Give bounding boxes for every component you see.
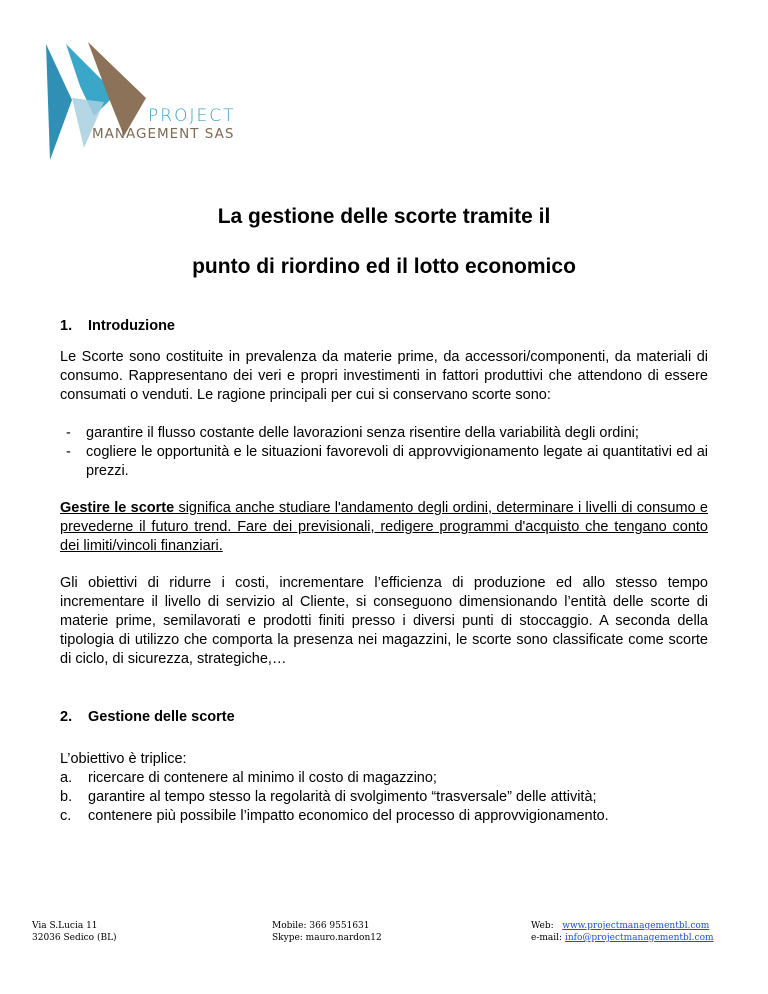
list-marker: c. <box>60 808 72 824</box>
bullet-text: cogliere le opportunità e le situazioni favorevoli di approvvigionamento legate ai quantitativi ed ai prezzi. <box>86 444 708 479</box>
section-1-paragraph-1: Le Scorte sono costituite in prevalenza da materie prime, da accessori/componenti, da materiali di consumo. Rappresentano dei veri e propri investimenti in fattori produttivi che attendono di essere consumati o venduti. Le ragione principali per cui si conservano scorte sono: <box>60 349 708 403</box>
list-marker: a. <box>60 770 73 786</box>
list-text: garantire al tempo stesso la regolarità di svolgimento “trasversale” delle attività; <box>88 789 597 805</box>
footer-email-label: e-mail: <box>531 933 563 943</box>
footer-skype: Skype: mauro.nardon12 <box>272 933 382 943</box>
bullet-text: garantire il flusso costante delle lavorazioni senza risentire della variabilità degli ordini; <box>86 425 639 441</box>
bullet-item: - cogliere le opportunità e le situazioni favorevoli di approvvigionamento legate ai quantitativi ed ai prezzi. <box>66 444 708 479</box>
footer-web-label: Web: <box>531 921 554 931</box>
section-2-intro: L’obiettivo è triplice: <box>60 751 187 767</box>
list-item <box>60 769 708 788</box>
section-1-paragraph-3: Gli obiettivi di ridurre i costi, incrementare l’efficienza di produzione ed allo stesso tempo incrementare il livello di servizio al Cliente, si conseguono dimensionando l’entità delle scorte di materie prime, semilavorati e prodotti finiti presso i diversi punti di stoccaggio. A seconda della tipologia di utilizzo che comporta la presenza nei magazzini, le scorte sono classificate come scorte di ciclo, di sicurezza, strategiche,… <box>60 575 708 667</box>
logo-sail-icon <box>44 40 274 165</box>
section-1-title: Introduzione <box>88 318 175 334</box>
page-title-line-2: punto di riordino ed il lotto economico <box>192 255 576 278</box>
list-text: contenere più possibile l’impatto economico del processo di approvvigionamento. <box>88 808 609 824</box>
footer-contacts <box>272 920 382 944</box>
email-link[interactable]: info@projectmanagementbl.com <box>564 933 714 943</box>
list-item <box>60 807 708 826</box>
logo-text-management: MANAGEMENT SAS <box>92 126 235 142</box>
section-1-heading <box>60 318 175 334</box>
bullet-item: - garantire il flusso costante delle lavorazioni senza risentire della variabilità degli ordini; <box>66 425 639 441</box>
website-link[interactable]: www.projectmanagementbl.com <box>562 921 710 931</box>
company-logo <box>44 40 274 165</box>
footer-mobile: Mobile: 366 9551631 <box>272 921 370 931</box>
logo-text-project: PROJECT <box>148 106 236 126</box>
list-marker: b. <box>60 789 73 805</box>
footer-address <box>32 920 117 944</box>
section-1-number: 1. <box>60 318 73 334</box>
footer-web <box>531 920 714 944</box>
paragraph-2-text: significa anche studiare l'andamento degli ordini, determinare i livelli di consumo e prevederne il futuro trend. Fare dei previsionali, redigere programmi d'acquisto che tengano conto dei limiti/vincoli finanziari. <box>60 500 708 554</box>
list-item <box>60 788 708 807</box>
footer-address-line-1: Via S.Lucia 11 <box>32 921 98 931</box>
section-2-title: Gestione delle scorte <box>88 709 235 725</box>
section-2-heading <box>60 709 235 725</box>
page-title-line-1: La gestione delle scorte tramite il <box>217 205 551 228</box>
footer-address-line-2: 32036 Sedico (BL) <box>32 933 117 943</box>
section-1-bullet-list <box>60 424 708 481</box>
list-text: ricercare di contenere al minimo il costo di magazzino; <box>88 770 437 786</box>
section-2-number: 2. <box>60 709 73 725</box>
section-1-paragraph-2 <box>60 499 708 556</box>
emphasis-gestire-le-scorte: Gestire le scorte <box>60 500 175 516</box>
section-2-list <box>60 750 708 826</box>
